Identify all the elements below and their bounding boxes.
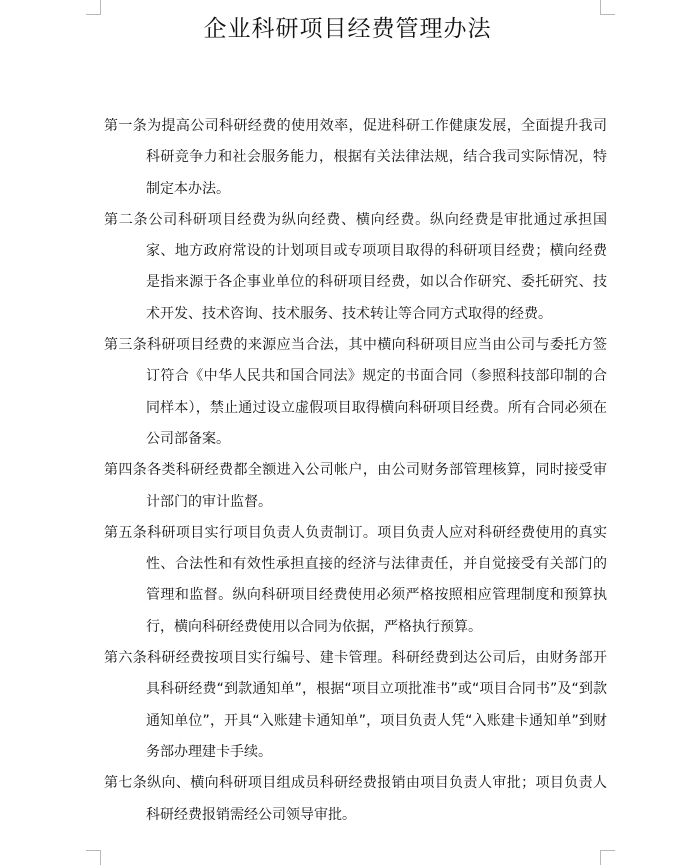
- document-title: 企业科研项目经费管理办法: [203, 16, 492, 42]
- crop-mark-bottom-right: [600, 850, 615, 865]
- article-6: 第六条科研经费按项目实行编号、建卡管理。科研经费到达公司后，由财务部开具科研经费“到款通知单”，根据“项目立项批准书”或“项目合同书”及“到款通知单位”，开具“入账建卡通知单”，项目负责人凭“入账建卡通知单”到财务部办理建卡手续。: [104, 650, 607, 760]
- article-4: 第四条各类科研经费都全额进入公司帐户，由公司财务部管理核算，同时接受审计部门的审计监督。: [104, 462, 607, 510]
- article-1: 第一条为提高公司科研经费的使用效率，促进科研工作健康发展，全面提升我司科研竞争力和社会服务能力，根据有关法律法规，结合我司实际情况，特制定本办法。: [104, 118, 607, 197]
- article-7: 第七条纵向、横向科研项目组成员科研经费报销由项目负责人审批；项目负责人科研经费报销需经公司领导审批。: [104, 775, 607, 823]
- article-2: 第二条公司科研项目经费为纵向经费、横向经费。纵向经费是审批通过承担国家、地方政府常设的计划项目或专项项目取得的科研项目经费；横向经费是指来源于各企事业单位的科研项目经费，如以合作研究、委托研究、技术开发、技术咨询、技术服务、技术转让等合同方式取得的经费。: [104, 211, 607, 322]
- crop-mark-bottom-left: [86, 850, 101, 865]
- article-5: 第五条科研项目实行项目负责人负责制订。项目负责人应对科研经费使用的真实性、合法性和有效性承担直接的经济与法律责任，并自觉接受有关部门的管理和监督。纵向科研项目经费使用必须严格按照相应管理制度和预算执行，横向科研经费使用以合同为依据，严格执行预算。: [104, 524, 607, 635]
- article-3: 第三条科研项目经费的来源应当合法，其中横向科研项目应当由公司与委托方签订符合《中华人民共和国合同法》规定的书面合同（参照科技部印制的合同样本），禁止通过设立虚假项目取得横向科研项目经费。所有合同必须在公司部备案。: [104, 337, 607, 447]
- document-body: [104, 111, 607, 831]
